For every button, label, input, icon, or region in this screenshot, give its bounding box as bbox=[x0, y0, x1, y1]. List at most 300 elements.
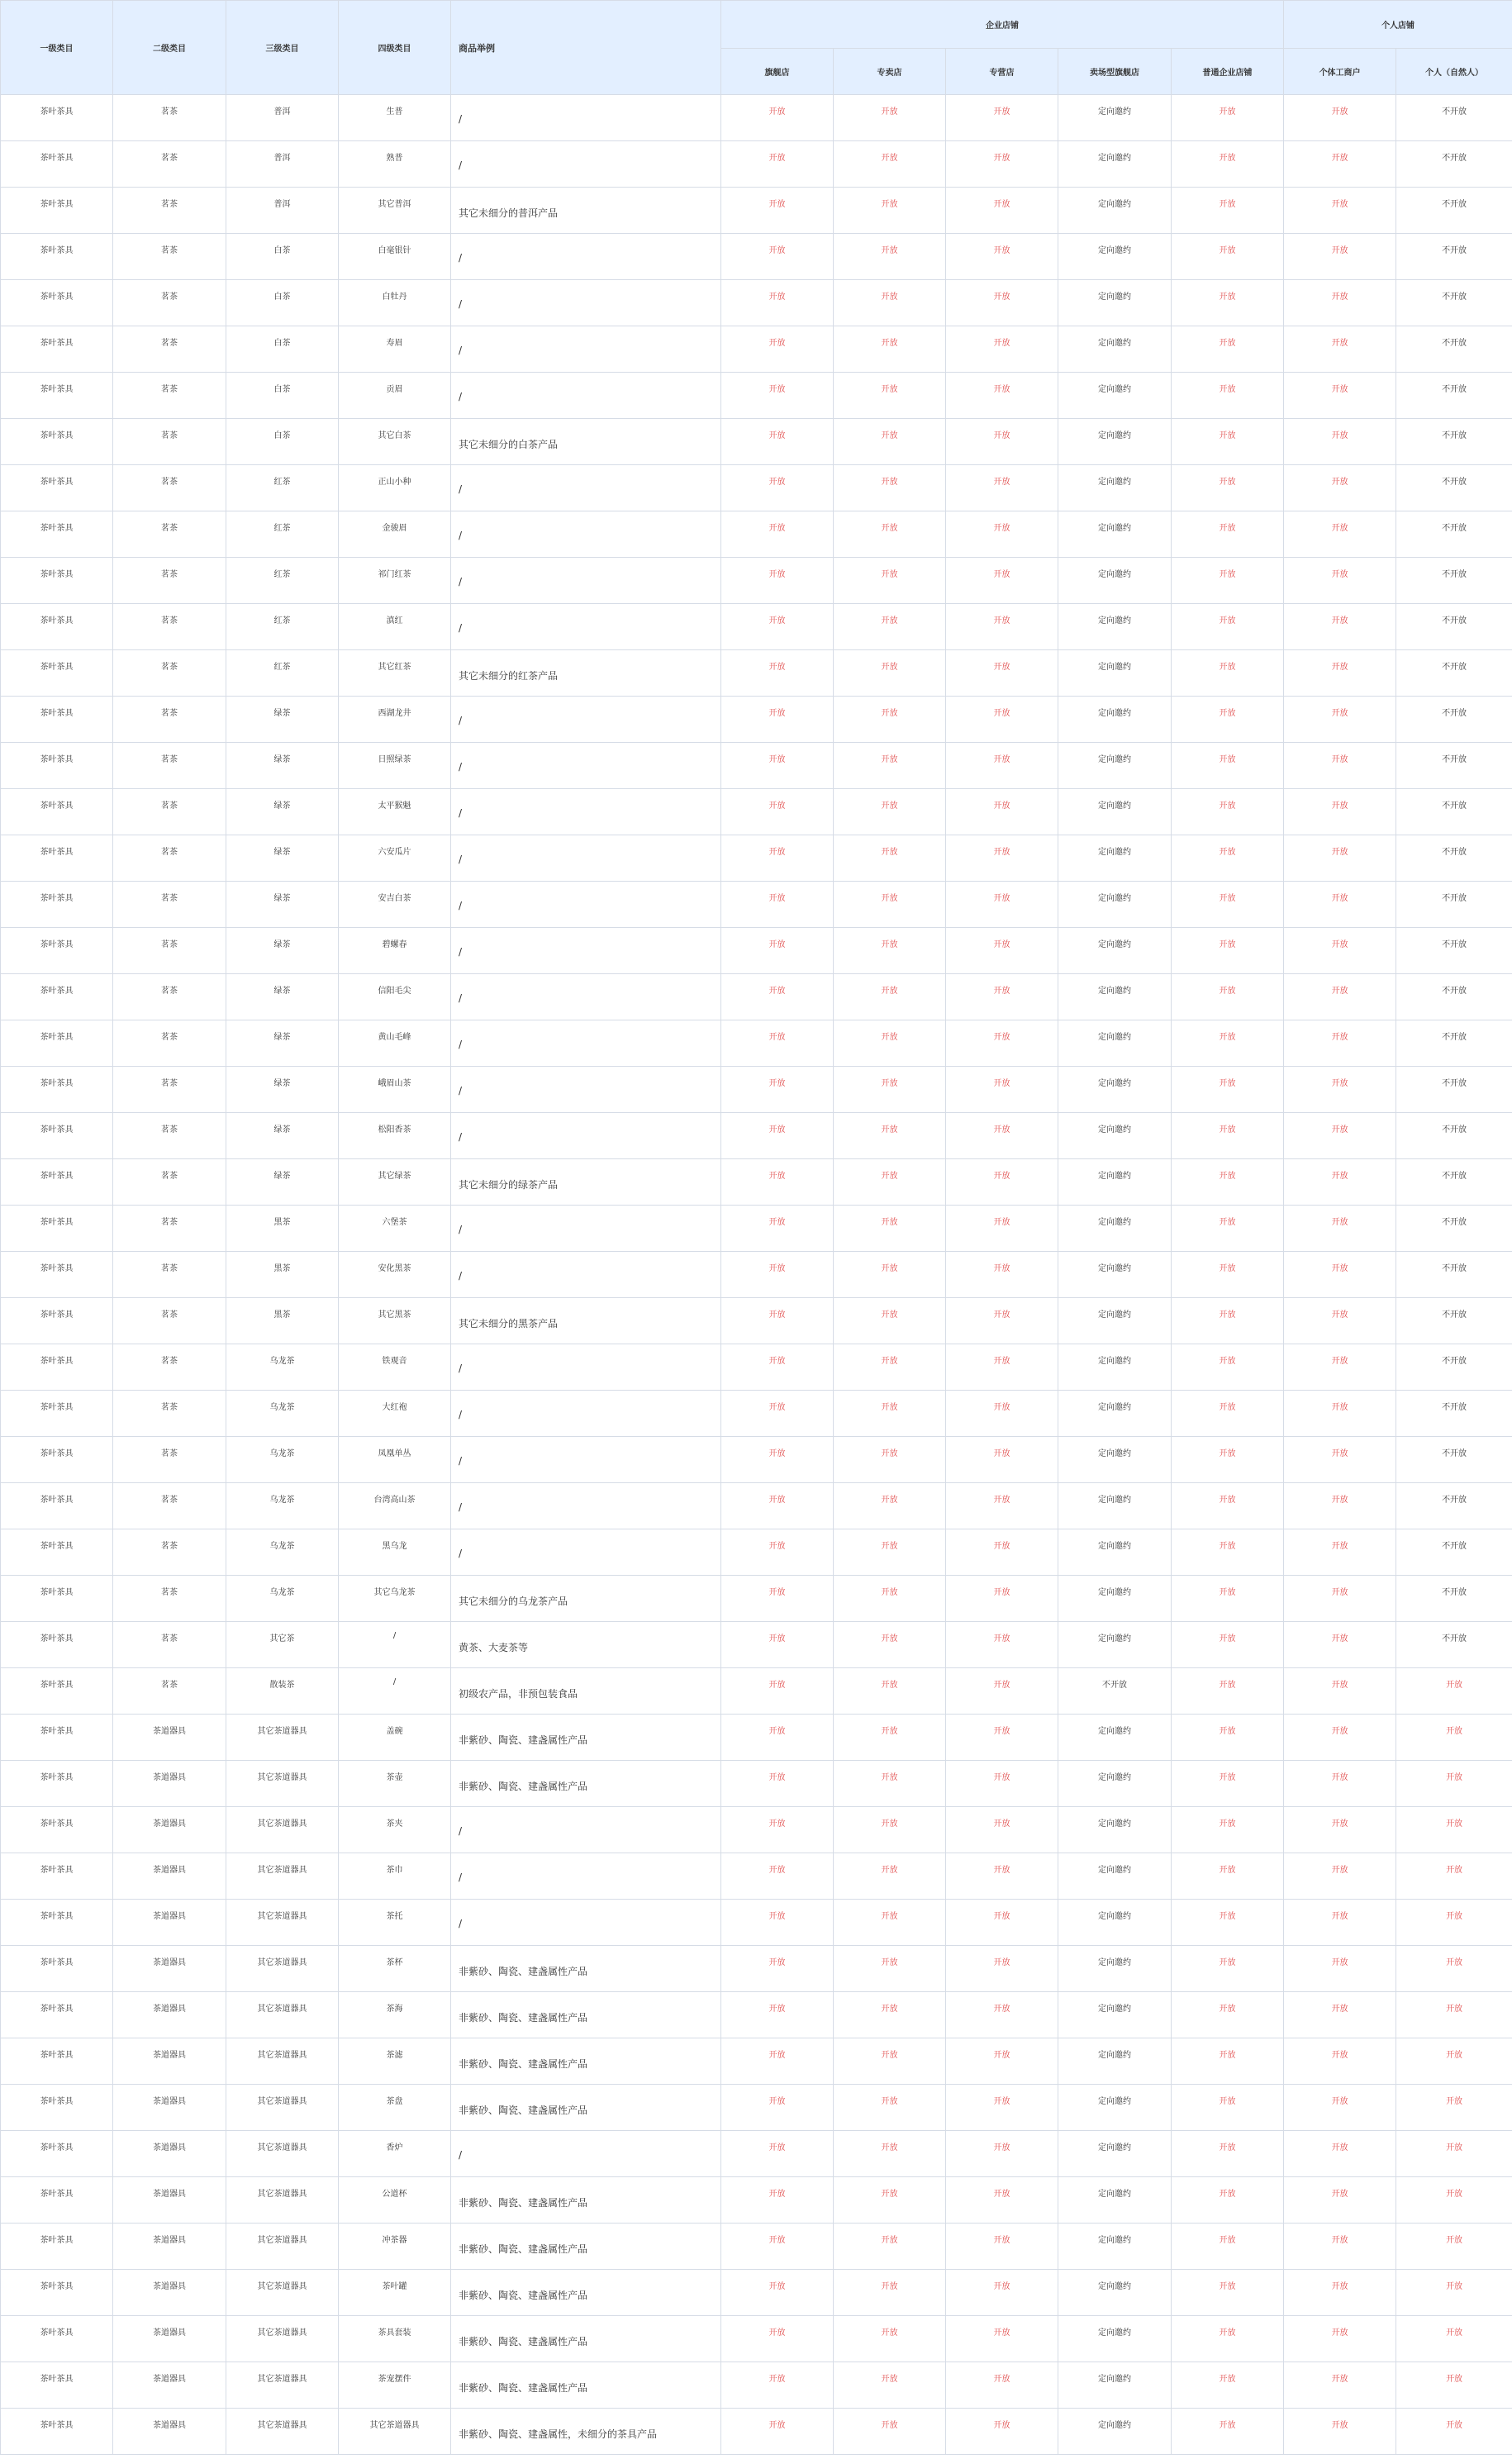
cell-individual-business: 开放 bbox=[1284, 1020, 1396, 1067]
cell-level2: 茗茶 bbox=[113, 419, 226, 465]
cell-level4: 茶巾 bbox=[339, 1853, 451, 1900]
cell-category-flagship: 定向邀约 bbox=[1058, 650, 1172, 697]
cell-specialty: 开放 bbox=[834, 511, 946, 558]
cell-specialty: 开放 bbox=[834, 2224, 946, 2270]
header-level2: 二级类目 bbox=[113, 1, 226, 95]
cell-example: 非紫砂、陶瓷、建盏属性产品 bbox=[451, 1761, 721, 1807]
table-body bbox=[1, 95, 1512, 2455]
cell-level4: 茶叶罐 bbox=[339, 2270, 451, 2316]
cell-level2: 茗茶 bbox=[113, 789, 226, 835]
cell-general-enterprise: 开放 bbox=[1172, 604, 1284, 650]
cell-level4: 盖碗 bbox=[339, 1715, 451, 1761]
cell-individual-business: 开放 bbox=[1284, 2270, 1396, 2316]
cell-franchise: 开放 bbox=[946, 1020, 1058, 1067]
cell-general-enterprise: 开放 bbox=[1172, 1668, 1284, 1715]
cell-individual-business: 开放 bbox=[1284, 2038, 1396, 2085]
cell-level3: 其它茶道器具 bbox=[226, 1992, 339, 2038]
cell-general-enterprise: 开放 bbox=[1172, 974, 1284, 1020]
header-enterprise-group: 企业店铺 bbox=[721, 1, 1284, 49]
header-individual-business: 个体工商户 bbox=[1284, 49, 1396, 95]
cell-level2: 茶道器具 bbox=[113, 2038, 226, 2085]
cell-general-enterprise: 开放 bbox=[1172, 2362, 1284, 2409]
cell-individual-business: 开放 bbox=[1284, 326, 1396, 373]
cell-level1: 茶叶茶具 bbox=[1, 2362, 113, 2409]
cell-example: 其它未细分的普洱产品 bbox=[451, 188, 721, 234]
table-row bbox=[1, 1298, 1512, 1344]
cell-level2: 茗茶 bbox=[113, 280, 226, 326]
cell-specialty: 开放 bbox=[834, 280, 946, 326]
cell-level3: 白茶 bbox=[226, 280, 339, 326]
cell-individual-business: 开放 bbox=[1284, 882, 1396, 928]
cell-level2: 茗茶 bbox=[113, 373, 226, 419]
cell-level4: 日照绿茶 bbox=[339, 743, 451, 789]
cell-example: 其它未细分的红茶产品 bbox=[451, 650, 721, 697]
cell-level1: 茶叶茶具 bbox=[1, 1807, 113, 1853]
cell-specialty: 开放 bbox=[834, 789, 946, 835]
table-row bbox=[1, 1946, 1512, 1992]
cell-level2: 茗茶 bbox=[113, 1344, 226, 1391]
table-row bbox=[1, 280, 1512, 326]
cell-flagship: 开放 bbox=[721, 511, 834, 558]
cell-level2: 茗茶 bbox=[113, 928, 226, 974]
table-row bbox=[1, 1020, 1512, 1067]
cell-specialty: 开放 bbox=[834, 1529, 946, 1576]
cell-category-flagship: 定向邀约 bbox=[1058, 1067, 1172, 1113]
cell-individual-person: 不开放 bbox=[1396, 1529, 1512, 1576]
table-row bbox=[1, 650, 1512, 697]
cell-flagship: 开放 bbox=[721, 1761, 834, 1807]
cell-franchise: 开放 bbox=[946, 1391, 1058, 1437]
cell-specialty: 开放 bbox=[834, 2270, 946, 2316]
cell-flagship: 开放 bbox=[721, 2177, 834, 2224]
cell-franchise: 开放 bbox=[946, 558, 1058, 604]
cell-franchise: 开放 bbox=[946, 1067, 1058, 1113]
cell-category-flagship: 定向邀约 bbox=[1058, 2177, 1172, 2224]
cell-level4: 香炉 bbox=[339, 2131, 451, 2177]
cell-flagship: 开放 bbox=[721, 697, 834, 743]
cell-flagship: 开放 bbox=[721, 2362, 834, 2409]
cell-flagship: 开放 bbox=[721, 419, 834, 465]
cell-individual-person: 开放 bbox=[1396, 1853, 1512, 1900]
cell-general-enterprise: 开放 bbox=[1172, 650, 1284, 697]
cell-example: / bbox=[451, 1853, 721, 1900]
cell-specialty: 开放 bbox=[834, 1483, 946, 1529]
cell-flagship: 开放 bbox=[721, 326, 834, 373]
cell-level2: 茗茶 bbox=[113, 1576, 226, 1622]
cell-flagship: 开放 bbox=[721, 1298, 834, 1344]
cell-level3: 其它茶道器具 bbox=[226, 2224, 339, 2270]
table-row bbox=[1, 1252, 1512, 1298]
cell-general-enterprise: 开放 bbox=[1172, 1622, 1284, 1668]
cell-franchise: 开放 bbox=[946, 419, 1058, 465]
cell-level1: 茶叶茶具 bbox=[1, 1900, 113, 1946]
cell-example: / bbox=[451, 2131, 721, 2177]
cell-specialty: 开放 bbox=[834, 1020, 946, 1067]
cell-general-enterprise: 开放 bbox=[1172, 326, 1284, 373]
cell-flagship: 开放 bbox=[721, 2085, 834, 2131]
cell-category-flagship: 定向邀约 bbox=[1058, 1622, 1172, 1668]
cell-level3: 其它茶道器具 bbox=[226, 1946, 339, 1992]
cell-level1: 茶叶茶具 bbox=[1, 928, 113, 974]
cell-flagship: 开放 bbox=[721, 789, 834, 835]
cell-specialty: 开放 bbox=[834, 95, 946, 141]
table-row bbox=[1, 1807, 1512, 1853]
cell-example: 非紫砂、陶瓷、建盏属性产品 bbox=[451, 2270, 721, 2316]
cell-specialty: 开放 bbox=[834, 2131, 946, 2177]
cell-individual-person: 不开放 bbox=[1396, 234, 1512, 280]
cell-example: / bbox=[451, 280, 721, 326]
cell-level3: 绿茶 bbox=[226, 743, 339, 789]
cell-franchise: 开放 bbox=[946, 1483, 1058, 1529]
cell-general-enterprise: 开放 bbox=[1172, 928, 1284, 974]
cell-individual-person: 不开放 bbox=[1396, 974, 1512, 1020]
cell-level1: 茶叶茶具 bbox=[1, 697, 113, 743]
cell-level3: 绿茶 bbox=[226, 789, 339, 835]
cell-level4: 台湾高山茶 bbox=[339, 1483, 451, 1529]
cell-specialty: 开放 bbox=[834, 743, 946, 789]
cell-example: / bbox=[451, 95, 721, 141]
cell-flagship: 开放 bbox=[721, 974, 834, 1020]
cell-franchise: 开放 bbox=[946, 188, 1058, 234]
cell-level1: 茶叶茶具 bbox=[1, 326, 113, 373]
cell-level2: 茗茶 bbox=[113, 1252, 226, 1298]
cell-level2: 茶道器具 bbox=[113, 2362, 226, 2409]
cell-specialty: 开放 bbox=[834, 1113, 946, 1159]
cell-individual-person: 开放 bbox=[1396, 1668, 1512, 1715]
cell-individual-person: 开放 bbox=[1396, 2085, 1512, 2131]
cell-category-flagship: 定向邀约 bbox=[1058, 1761, 1172, 1807]
cell-level4: 寿眉 bbox=[339, 326, 451, 373]
cell-level2: 茗茶 bbox=[113, 511, 226, 558]
cell-level1: 茶叶茶具 bbox=[1, 789, 113, 835]
cell-individual-business: 开放 bbox=[1284, 604, 1396, 650]
cell-franchise: 开放 bbox=[946, 1992, 1058, 2038]
cell-franchise: 开放 bbox=[946, 789, 1058, 835]
cell-level3: 红茶 bbox=[226, 511, 339, 558]
cell-example: / bbox=[451, 373, 721, 419]
cell-franchise: 开放 bbox=[946, 697, 1058, 743]
cell-level4: 熟普 bbox=[339, 141, 451, 188]
cell-individual-person: 不开放 bbox=[1396, 280, 1512, 326]
cell-level3: 绿茶 bbox=[226, 697, 339, 743]
cell-individual-business: 开放 bbox=[1284, 373, 1396, 419]
cell-individual-person: 开放 bbox=[1396, 2224, 1512, 2270]
cell-level3: 乌龙茶 bbox=[226, 1437, 339, 1483]
cell-flagship: 开放 bbox=[721, 1391, 834, 1437]
cell-franchise: 开放 bbox=[946, 95, 1058, 141]
cell-franchise: 开放 bbox=[946, 1159, 1058, 1206]
cell-level1: 茶叶茶具 bbox=[1, 1298, 113, 1344]
cell-franchise: 开放 bbox=[946, 835, 1058, 882]
cell-general-enterprise: 开放 bbox=[1172, 1576, 1284, 1622]
cell-flagship: 开放 bbox=[721, 2270, 834, 2316]
header-example: 商品举例 bbox=[451, 1, 721, 95]
cell-level3: 其它茶道器具 bbox=[226, 1715, 339, 1761]
cell-specialty: 开放 bbox=[834, 1853, 946, 1900]
cell-level1: 茶叶茶具 bbox=[1, 1853, 113, 1900]
cell-level2: 茗茶 bbox=[113, 1206, 226, 1252]
cell-level4: 茶托 bbox=[339, 1900, 451, 1946]
cell-level2: 茗茶 bbox=[113, 1020, 226, 1067]
cell-level1: 茶叶茶具 bbox=[1, 1159, 113, 1206]
cell-individual-person: 不开放 bbox=[1396, 511, 1512, 558]
table-row bbox=[1, 835, 1512, 882]
cell-individual-person: 不开放 bbox=[1396, 604, 1512, 650]
cell-individual-business: 开放 bbox=[1284, 1761, 1396, 1807]
cell-general-enterprise: 开放 bbox=[1172, 882, 1284, 928]
cell-franchise: 开放 bbox=[946, 1344, 1058, 1391]
cell-example: 其它未细分的乌龙茶产品 bbox=[451, 1576, 721, 1622]
header-personal-group: 个人店铺 bbox=[1284, 1, 1512, 49]
cell-individual-business: 开放 bbox=[1284, 697, 1396, 743]
cell-example: / bbox=[451, 697, 721, 743]
cell-example: / bbox=[451, 928, 721, 974]
cell-level3: 绿茶 bbox=[226, 974, 339, 1020]
table-row bbox=[1, 2085, 1512, 2131]
cell-individual-business: 开放 bbox=[1284, 1067, 1396, 1113]
cell-category-flagship: 定向邀约 bbox=[1058, 1020, 1172, 1067]
cell-specialty: 开放 bbox=[834, 604, 946, 650]
cell-individual-person: 不开放 bbox=[1396, 697, 1512, 743]
cell-level1: 茶叶茶具 bbox=[1, 2270, 113, 2316]
cell-specialty: 开放 bbox=[834, 2177, 946, 2224]
cell-specialty: 开放 bbox=[834, 974, 946, 1020]
cell-individual-person: 不开放 bbox=[1396, 882, 1512, 928]
header-level3: 三级类目 bbox=[226, 1, 339, 95]
cell-category-flagship: 定向邀约 bbox=[1058, 1807, 1172, 1853]
cell-franchise: 开放 bbox=[946, 1622, 1058, 1668]
cell-level2: 茶道器具 bbox=[113, 2177, 226, 2224]
cell-category-flagship: 不开放 bbox=[1058, 1668, 1172, 1715]
cell-general-enterprise: 开放 bbox=[1172, 419, 1284, 465]
cell-general-enterprise: 开放 bbox=[1172, 1391, 1284, 1437]
cell-category-flagship: 定向邀约 bbox=[1058, 419, 1172, 465]
cell-category-flagship: 定向邀约 bbox=[1058, 1391, 1172, 1437]
cell-specialty: 开放 bbox=[834, 1344, 946, 1391]
cell-level1: 茶叶茶具 bbox=[1, 1622, 113, 1668]
cell-individual-business: 开放 bbox=[1284, 2362, 1396, 2409]
cell-level1: 茶叶茶具 bbox=[1, 974, 113, 1020]
cell-level1: 茶叶茶具 bbox=[1, 835, 113, 882]
cell-example: 非紫砂、陶瓷、建盏属性产品 bbox=[451, 2085, 721, 2131]
cell-level4: 铁观音 bbox=[339, 1344, 451, 1391]
cell-category-flagship: 定向邀约 bbox=[1058, 141, 1172, 188]
cell-example: / bbox=[451, 234, 721, 280]
cell-individual-business: 开放 bbox=[1284, 465, 1396, 511]
cell-franchise: 开放 bbox=[946, 1529, 1058, 1576]
cell-flagship: 开放 bbox=[721, 1576, 834, 1622]
cell-specialty: 开放 bbox=[834, 373, 946, 419]
cell-general-enterprise: 开放 bbox=[1172, 511, 1284, 558]
cell-general-enterprise: 开放 bbox=[1172, 1900, 1284, 1946]
cell-level2: 茶道器具 bbox=[113, 1807, 226, 1853]
cell-example: / bbox=[451, 882, 721, 928]
cell-level4: 六安瓜片 bbox=[339, 835, 451, 882]
table-row bbox=[1, 2038, 1512, 2085]
cell-individual-person: 开放 bbox=[1396, 1992, 1512, 2038]
cell-level4: 其它白茶 bbox=[339, 419, 451, 465]
cell-level4: 凤凰单丛 bbox=[339, 1437, 451, 1483]
table-row bbox=[1, 604, 1512, 650]
cell-franchise: 开放 bbox=[946, 650, 1058, 697]
cell-specialty: 开放 bbox=[834, 1992, 946, 2038]
cell-level1: 茶叶茶具 bbox=[1, 1946, 113, 1992]
cell-level1: 茶叶茶具 bbox=[1, 1715, 113, 1761]
cell-general-enterprise: 开放 bbox=[1172, 1807, 1284, 1853]
cell-level1: 茶叶茶具 bbox=[1, 2131, 113, 2177]
cell-example: / bbox=[451, 835, 721, 882]
table-row bbox=[1, 2224, 1512, 2270]
cell-level4: 其它黑茶 bbox=[339, 1298, 451, 1344]
cell-level2: 茗茶 bbox=[113, 1529, 226, 1576]
cell-level3: 其它茶道器具 bbox=[226, 1761, 339, 1807]
cell-level2: 茗茶 bbox=[113, 697, 226, 743]
cell-flagship: 开放 bbox=[721, 188, 834, 234]
cell-general-enterprise: 开放 bbox=[1172, 2224, 1284, 2270]
cell-flagship: 开放 bbox=[721, 280, 834, 326]
cell-individual-person: 不开放 bbox=[1396, 1344, 1512, 1391]
cell-example: / bbox=[451, 465, 721, 511]
cell-level4: 冲茶器 bbox=[339, 2224, 451, 2270]
cell-example: / bbox=[451, 789, 721, 835]
cell-level1: 茶叶茶具 bbox=[1, 1391, 113, 1437]
cell-specialty: 开放 bbox=[834, 2316, 946, 2362]
cell-level4: 其它茶道器具 bbox=[339, 2409, 451, 2455]
cell-level3: 红茶 bbox=[226, 650, 339, 697]
table-row bbox=[1, 882, 1512, 928]
cell-individual-person: 不开放 bbox=[1396, 835, 1512, 882]
cell-category-flagship: 定向邀约 bbox=[1058, 1159, 1172, 1206]
cell-level3: 其它茶道器具 bbox=[226, 2038, 339, 2085]
cell-general-enterprise: 开放 bbox=[1172, 558, 1284, 604]
cell-specialty: 开放 bbox=[834, 1668, 946, 1715]
cell-level4: 白牡丹 bbox=[339, 280, 451, 326]
table-row bbox=[1, 1529, 1512, 1576]
cell-flagship: 开放 bbox=[721, 234, 834, 280]
cell-individual-business: 开放 bbox=[1284, 1113, 1396, 1159]
cell-individual-business: 开放 bbox=[1284, 141, 1396, 188]
cell-individual-person: 不开放 bbox=[1396, 1113, 1512, 1159]
cell-individual-business: 开放 bbox=[1284, 1807, 1396, 1853]
cell-franchise: 开放 bbox=[946, 928, 1058, 974]
cell-franchise: 开放 bbox=[946, 974, 1058, 1020]
table-row bbox=[1, 2316, 1512, 2362]
cell-franchise: 开放 bbox=[946, 465, 1058, 511]
header-level1: 一级类目 bbox=[1, 1, 113, 95]
cell-flagship: 开放 bbox=[721, 882, 834, 928]
cell-individual-person: 不开放 bbox=[1396, 558, 1512, 604]
cell-franchise: 开放 bbox=[946, 1715, 1058, 1761]
header-specialty: 专卖店 bbox=[834, 49, 946, 95]
cell-category-flagship: 定向邀约 bbox=[1058, 835, 1172, 882]
cell-example: 其它未细分的白茶产品 bbox=[451, 419, 721, 465]
table-row bbox=[1, 1668, 1512, 1715]
cell-level4: 其它绿茶 bbox=[339, 1159, 451, 1206]
cell-example: / bbox=[451, 1067, 721, 1113]
cell-category-flagship: 定向邀约 bbox=[1058, 1437, 1172, 1483]
cell-level1: 茶叶茶具 bbox=[1, 1483, 113, 1529]
cell-level4: 其它普洱 bbox=[339, 188, 451, 234]
cell-example: 初级农产品，非预包装食品 bbox=[451, 1668, 721, 1715]
cell-level3: 白茶 bbox=[226, 419, 339, 465]
table-row bbox=[1, 789, 1512, 835]
cell-individual-person: 开放 bbox=[1396, 2038, 1512, 2085]
cell-level2: 茗茶 bbox=[113, 835, 226, 882]
cell-level2: 茶道器具 bbox=[113, 1715, 226, 1761]
cell-individual-person: 开放 bbox=[1396, 2362, 1512, 2409]
cell-specialty: 开放 bbox=[834, 835, 946, 882]
cell-category-flagship: 定向邀约 bbox=[1058, 2270, 1172, 2316]
cell-franchise: 开放 bbox=[946, 373, 1058, 419]
cell-flagship: 开放 bbox=[721, 1668, 834, 1715]
cell-individual-business: 开放 bbox=[1284, 280, 1396, 326]
cell-flagship: 开放 bbox=[721, 1900, 834, 1946]
cell-example: / bbox=[451, 1252, 721, 1298]
cell-individual-business: 开放 bbox=[1284, 1622, 1396, 1668]
cell-individual-person: 不开放 bbox=[1396, 373, 1512, 419]
cell-category-flagship: 定向邀约 bbox=[1058, 511, 1172, 558]
cell-level1: 茶叶茶具 bbox=[1, 188, 113, 234]
cell-level3: 红茶 bbox=[226, 465, 339, 511]
cell-level3: 绿茶 bbox=[226, 835, 339, 882]
cell-flagship: 开放 bbox=[721, 1946, 834, 1992]
cell-example: 其它未细分的绿茶产品 bbox=[451, 1159, 721, 1206]
cell-level2: 茗茶 bbox=[113, 465, 226, 511]
cell-level1: 茶叶茶具 bbox=[1, 234, 113, 280]
cell-level3: 红茶 bbox=[226, 558, 339, 604]
cell-level2: 茗茶 bbox=[113, 326, 226, 373]
table-row bbox=[1, 1391, 1512, 1437]
cell-example: / bbox=[451, 558, 721, 604]
cell-level3: 红茶 bbox=[226, 604, 339, 650]
cell-category-flagship: 定向邀约 bbox=[1058, 465, 1172, 511]
cell-level1: 茶叶茶具 bbox=[1, 95, 113, 141]
cell-individual-person: 不开放 bbox=[1396, 1252, 1512, 1298]
cell-level3: 其它茶道器具 bbox=[226, 2409, 339, 2455]
cell-level2: 茗茶 bbox=[113, 650, 226, 697]
cell-individual-business: 开放 bbox=[1284, 1900, 1396, 1946]
cell-level3: 白茶 bbox=[226, 234, 339, 280]
cell-franchise: 开放 bbox=[946, 1761, 1058, 1807]
cell-general-enterprise: 开放 bbox=[1172, 95, 1284, 141]
cell-franchise: 开放 bbox=[946, 234, 1058, 280]
table-row bbox=[1, 2131, 1512, 2177]
cell-individual-business: 开放 bbox=[1284, 974, 1396, 1020]
cell-level3: 绿茶 bbox=[226, 1159, 339, 1206]
cell-level2: 茗茶 bbox=[113, 1483, 226, 1529]
cell-category-flagship: 定向邀约 bbox=[1058, 2362, 1172, 2409]
cell-level2: 茶道器具 bbox=[113, 1900, 226, 1946]
cell-individual-person: 开放 bbox=[1396, 1761, 1512, 1807]
cell-level4: 茶具套装 bbox=[339, 2316, 451, 2362]
cell-category-flagship: 定向邀约 bbox=[1058, 1715, 1172, 1761]
table-row bbox=[1, 2270, 1512, 2316]
cell-flagship: 开放 bbox=[721, 2316, 834, 2362]
cell-franchise: 开放 bbox=[946, 1807, 1058, 1853]
cell-example: / bbox=[451, 974, 721, 1020]
cell-level3: 其它茶 bbox=[226, 1622, 339, 1668]
cell-level4: / bbox=[339, 1668, 451, 1715]
cell-example: / bbox=[451, 1900, 721, 1946]
table-row bbox=[1, 974, 1512, 1020]
cell-level2: 茗茶 bbox=[113, 95, 226, 141]
cell-franchise: 开放 bbox=[946, 1252, 1058, 1298]
cell-individual-person: 不开放 bbox=[1396, 789, 1512, 835]
header-flagship: 旗舰店 bbox=[721, 49, 834, 95]
cell-level2: 茗茶 bbox=[113, 1159, 226, 1206]
cell-general-enterprise: 开放 bbox=[1172, 789, 1284, 835]
cell-example: / bbox=[451, 511, 721, 558]
